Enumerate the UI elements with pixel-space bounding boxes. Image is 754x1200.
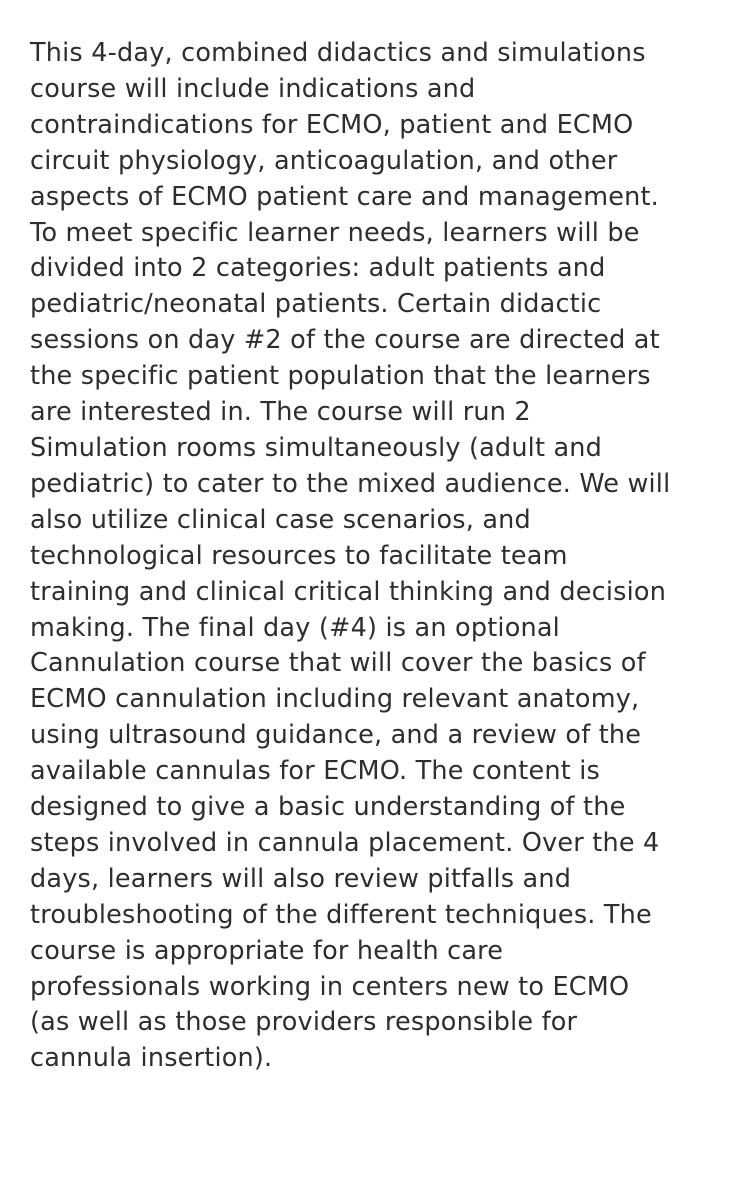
paragraph-line: technological resources to facilitate team	[30, 540, 568, 571]
paragraph-line: are interested in. The course will run 2	[30, 397, 531, 428]
paragraph-line: Simulation rooms simultaneously (adult and	[30, 432, 603, 463]
paragraph-line: troubleshooting of the different techniques. The	[30, 899, 652, 930]
paragraph-line: course is appropriate for health care	[30, 935, 504, 966]
paragraph-line: course will include indications and	[30, 73, 476, 104]
course-description-paragraph	[30, 36, 734, 1077]
paragraph-line: also utilize clinical case scenarios, and	[30, 504, 531, 535]
paragraph-line: This 4-day, combined didactics and simulations	[30, 38, 646, 68]
paragraph-line: cannula insertion).	[30, 1043, 273, 1074]
paragraph-line: divided into 2 categories: adult patients and	[30, 253, 606, 284]
paragraph-line: aspects of ECMO patient care and management.	[30, 181, 659, 212]
paragraph-line: professionals working in centers new to ECMO	[30, 971, 630, 1002]
paragraph-line: ECMO cannulation including relevant anatomy,	[30, 684, 640, 715]
paragraph-line: To meet specific learner needs, learners will be	[30, 217, 640, 248]
paragraph-line: contraindications for ECMO, patient and ECMO	[30, 109, 634, 140]
paragraph-line: using ultrasound guidance, and a review of the	[30, 720, 642, 751]
paragraph-line: designed to give a basic understanding of the	[30, 792, 626, 823]
paragraph-line: (as well as those providers responsible for	[30, 1007, 578, 1038]
paragraph-line: making. The final day (#4) is an optional	[30, 612, 560, 643]
paragraph-line: sessions on day #2 of the course are directed at	[30, 325, 660, 356]
paragraph-line: circuit physiology, anticoagulation, and other	[30, 145, 618, 176]
paragraph-line: pediatric/neonatal patients. Certain didactic	[30, 289, 602, 320]
paragraph-line: Cannulation course that will cover the basics of	[30, 648, 646, 679]
paragraph-line: days, learners will also review pitfalls and	[30, 863, 572, 894]
paragraph-line: pediatric) to cater to the mixed audience. We will	[30, 468, 671, 499]
paragraph-line: available cannulas for ECMO. The content is	[30, 756, 601, 787]
paragraph-line: training and clinical critical thinking and decision	[30, 576, 667, 607]
paragraph-line: steps involved in cannula placement. Over the 4	[30, 827, 660, 858]
paragraph-line: the specific patient population that the learners	[30, 361, 651, 392]
